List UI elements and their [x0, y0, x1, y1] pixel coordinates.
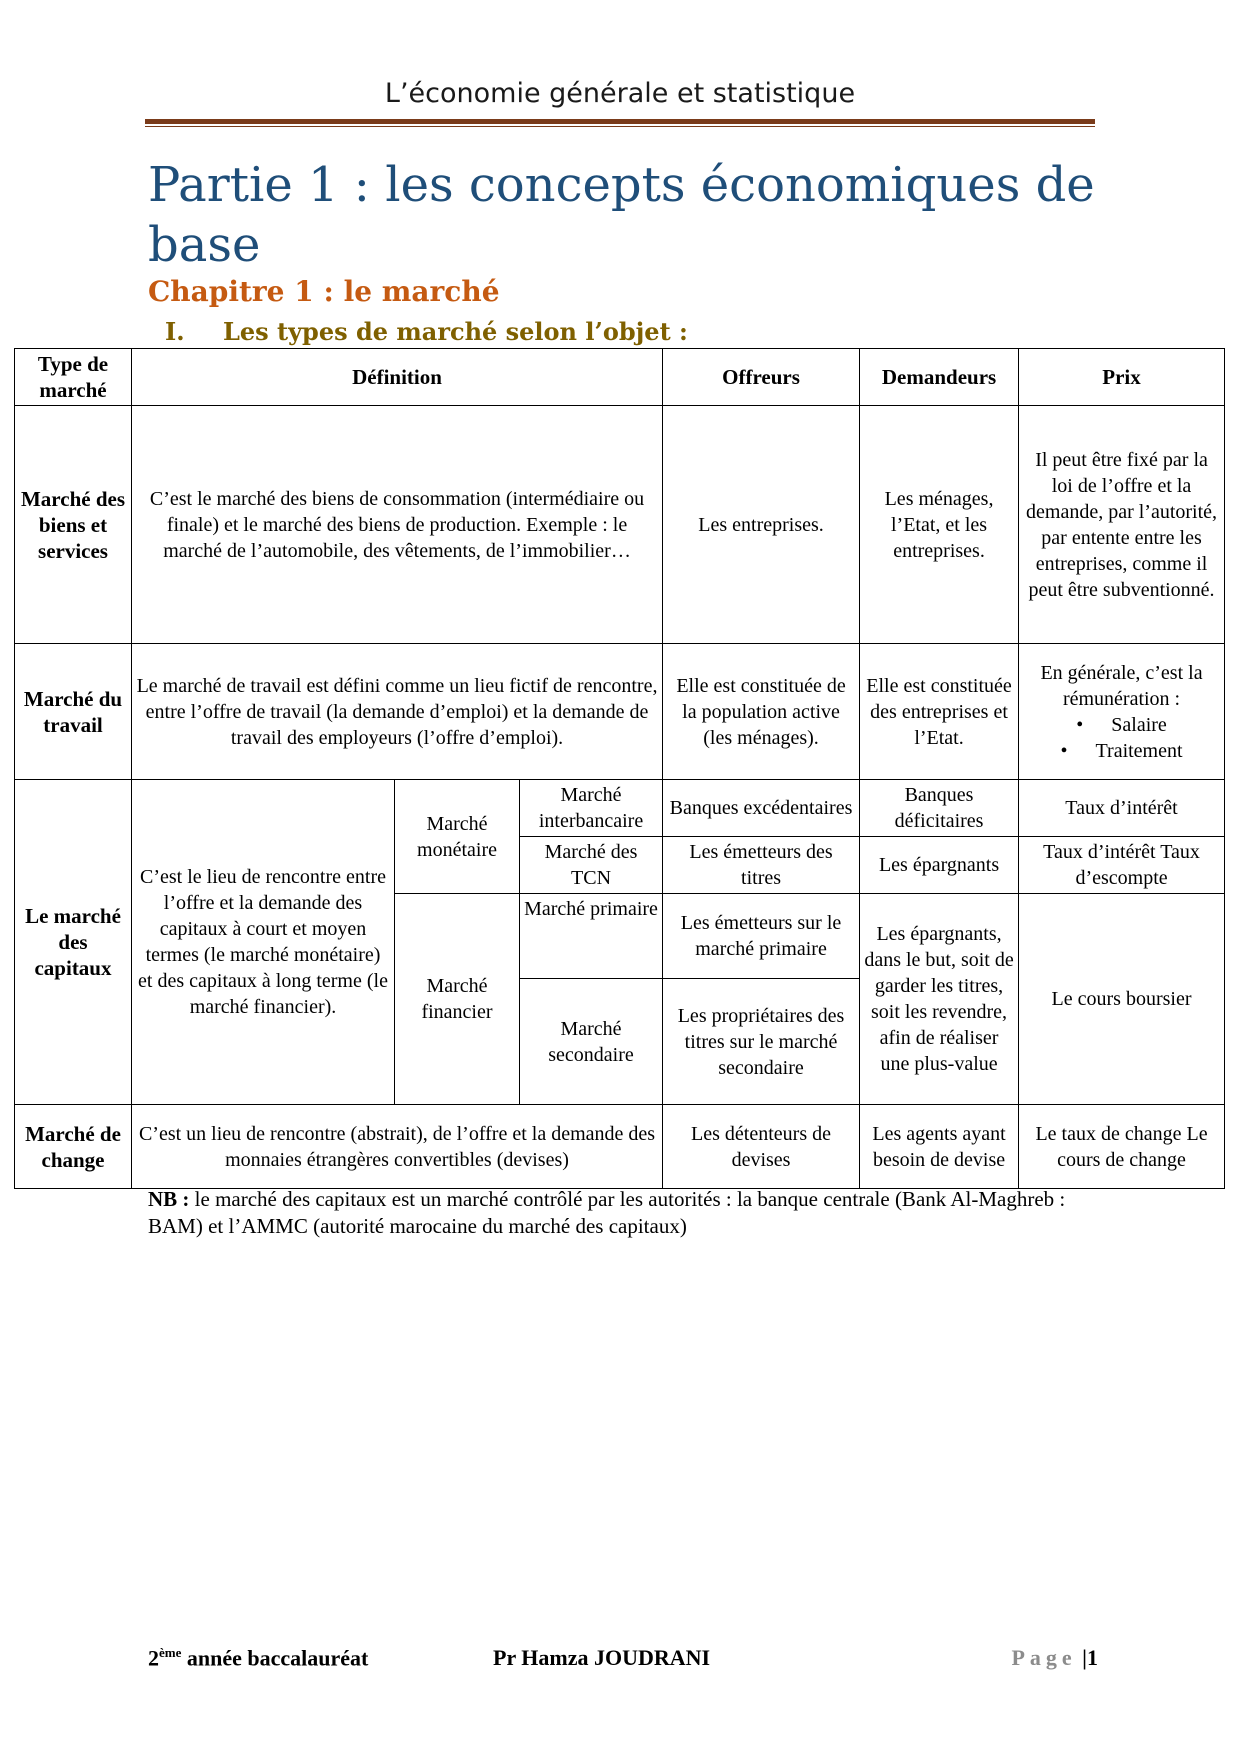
prix-biens: Il peut être fixé par la loi de l’offre et la demande, par l’autorité, par entente entre les entreprises, comme il peut être subventionné. — [1019, 406, 1225, 644]
offreurs-travail: Elle est constituée de la population active (les ménages). — [663, 644, 860, 780]
type-capitaux: Le marché des capitaux — [15, 780, 132, 1105]
prix-travail-list — [1023, 712, 1220, 764]
marche-financier: Marché financier — [395, 894, 520, 1105]
marche-monetaire: Marché monétaire — [395, 780, 520, 894]
header-type: Type de marché — [15, 349, 132, 406]
demandeurs-financier: Les épargnants, dans le but, soit de garder les titres, soit les revendre, afin de réaliser une plus-value — [860, 894, 1019, 1105]
prix-interbancaire: Taux d’intérêt — [1019, 780, 1225, 837]
nb-text: le marché des capitaux est un marché contrôlé par les autorités : la banque centrale (Bank Al-Maghreb : BAM) et l’AMMC (autorité marocaine du marché des capitaux) — [148, 1187, 1066, 1238]
definition-change: C’est un lieu de rencontre (abstrait), de l’offre et la demande des monnaies étrangères convertibles (devises) — [132, 1105, 663, 1189]
marche-primaire: Marché primaire — [520, 894, 663, 979]
section-title — [165, 317, 688, 346]
prix-tcn: Taux d’intérêt Taux d’escompte — [1019, 837, 1225, 894]
market-types-table — [14, 348, 1225, 1189]
header-rule-thin — [145, 126, 1095, 127]
section-title-text: Les types de marché selon l’objet : — [223, 317, 688, 346]
footer-author: Pr Hamza JOUDRANI — [493, 1645, 711, 1670]
footer-page-sep: | — [1082, 1645, 1087, 1670]
offreurs-primaire: Les émetteurs sur le marché primaire — [663, 894, 860, 979]
list-item: • Traitement — [1023, 738, 1220, 764]
header-demandeurs: Demandeurs — [860, 349, 1019, 406]
footer-page — [1011, 1645, 1098, 1671]
prix-travail — [1019, 644, 1225, 780]
prix-financier: Le cours boursier — [1019, 894, 1225, 1105]
nb-note — [148, 1186, 1098, 1240]
type-biens: Marché des biens et services — [15, 406, 132, 644]
prix-travail-intro: En générale, c’est la rémunération : — [1040, 661, 1203, 710]
marche-tcn: Marché des TCN — [520, 837, 663, 894]
offreurs-interbancaire: Banques excédentaires — [663, 780, 860, 837]
table-row-biens — [15, 406, 1225, 644]
header-offreurs: Offreurs — [663, 349, 860, 406]
header-definition: Définition — [132, 349, 663, 406]
footer-level-sup: ème — [159, 1645, 182, 1660]
offreurs-change: Les détenteurs de devises — [663, 1105, 860, 1189]
nb-label: NB : — [148, 1187, 190, 1211]
footer-level-num: 2 — [148, 1645, 159, 1671]
header-rule — [145, 119, 1095, 124]
offreurs-secondaire: Les propriétaires des titres sur le marché secondaire — [663, 979, 860, 1105]
chapter-title: Chapitre 1 : le marché — [148, 275, 500, 308]
demandeurs-interbancaire: Banques déficitaires — [860, 780, 1019, 837]
table-row-travail — [15, 644, 1225, 780]
marche-interbancaire: Marché interbancaire — [520, 780, 663, 837]
header-title: L’économie générale et statistique — [384, 78, 856, 109]
footer-page-label: Page — [1011, 1645, 1077, 1670]
footer-level — [148, 1645, 368, 1671]
table-header-row — [15, 349, 1225, 406]
offreurs-biens: Les entreprises. — [663, 406, 860, 644]
marche-secondaire: Marché secondaire — [520, 979, 663, 1105]
footer-page-number: 1 — [1087, 1645, 1098, 1670]
footer-level-text: année baccalauréat — [186, 1645, 369, 1671]
demandeurs-biens: Les ménages, l’Etat, et les entreprises. — [860, 406, 1019, 644]
list-item: • Salaire — [1023, 712, 1220, 738]
type-change: Marché de change — [15, 1105, 132, 1189]
offreurs-tcn: Les émetteurs des titres — [663, 837, 860, 894]
demandeurs-tcn: Les épargnants — [860, 837, 1019, 894]
part-title: Partie 1 : les concepts économiques de base — [148, 157, 1095, 273]
definition-biens: C’est le marché des biens de consommation (intermédiaire ou finale) et le marché des biens de production. Exemple : le marché de l’automobile, des vêtements, de l’immobilier… — [132, 406, 663, 644]
prix-change: Le taux de change Le cours de change — [1019, 1105, 1225, 1189]
table-row-interbancaire — [15, 780, 1225, 837]
table-row-change — [15, 1105, 1225, 1189]
header-prix: Prix — [1019, 349, 1225, 406]
section-number: I. — [165, 317, 185, 346]
definition-capitaux: C’est le lieu de rencontre entre l’offre et la demande des capitaux à court et moyen termes (le marché monétaire) et des capitaux à long terme (le marché financier). — [132, 780, 395, 1105]
type-travail: Marché du travail — [15, 644, 132, 780]
demandeurs-travail: Elle est constituée des entreprises et l’Etat. — [860, 644, 1019, 780]
demandeurs-change: Les agents ayant besoin de devise — [860, 1105, 1019, 1189]
definition-travail: Le marché de travail est défini comme un lieu fictif de rencontre, entre l’offre de travail (la demande d’emploi) et la demande de travail des employeurs (l’offre d’emploi). — [132, 644, 663, 780]
